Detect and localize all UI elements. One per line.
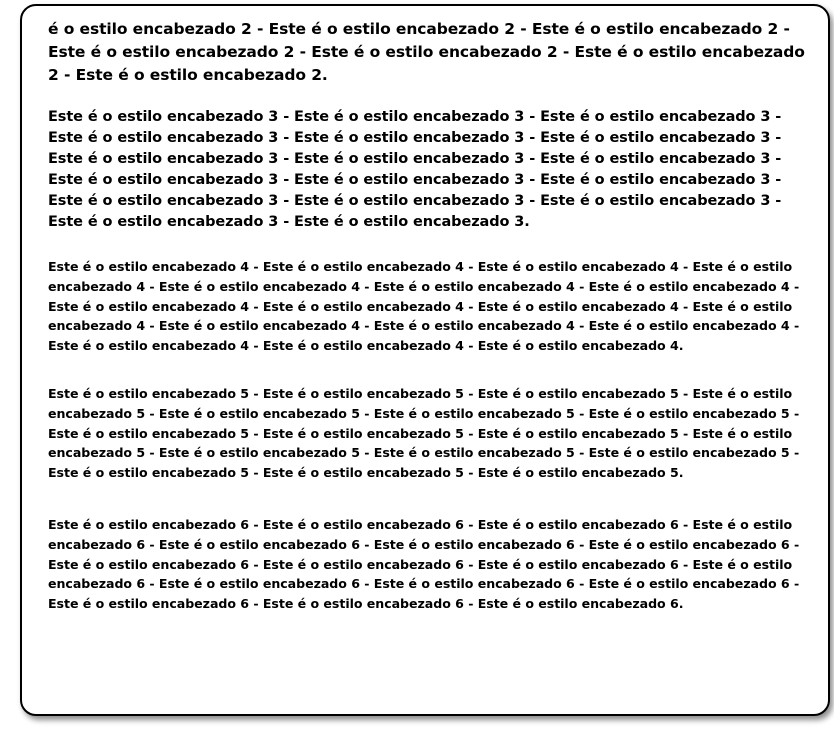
document-body <box>22 6 828 614</box>
heading-4-paragraph: Este é o estilo encabezado 4 - Este é o estilo encabezado 4 - Este é o estilo encabezado 4 - Este é o estilo encabezado 4 - Este é o estilo encabezado 4 - Este é o estilo encabezado 4 - Este é o estilo encabezado 4 - Este é o estilo encabezado 4 - Este é o estilo encabezado 4 - Este é o estilo encabezado 4 - Este é o estilo encabezado 4 - Este é o estilo encabezado 4 - Este é o estilo encabezado 4 - Este é o estilo encabezado 4 - Este é o estilo encabezado 4 - Este é o estilo encabezado 4 - Este é o estilo encabezado 4. <box>48 259 800 354</box>
document-page <box>20 4 830 716</box>
heading-3-paragraph: Este é o estilo encabezado 3 - Este é o estilo encabezado 3 - Este é o estilo encabezado 3 - Este é o estilo encabezado 3 - Este é o estilo encabezado 3 - Este é o estilo encabezado 3 - Este é o estilo encabezado 3 - Este é o estilo encabezado 3 - Este é o estilo encabezado 3 - Este é o estilo encabezado 3 - Este é o estilo encabezado 3 - Este é o estilo encabezado 3 - Este é o estilo encabezado 3 - Este é o estilo encabezado 3 - Este é o estilo encabezado 3 - Este é o estilo encabezado 3 - Este é o estilo encabezado 3. <box>48 109 782 230</box>
heading-6-paragraph: Este é o estilo encabezado 6 - Este é o estilo encabezado 6 - Este é o estilo encabezado 6 - Este é o estilo encabezado 6 - Este é o estilo encabezado 6 - Este é o estilo encabezado 6 - Este é o estilo encabezado 6 - Este é o estilo encabezado 6 - Este é o estilo encabezado 6 - Este é o estilo encabezado 6 - Este é o estilo encabezado 6 - Este é o estilo encabezado 6 - Este é o estilo encabezado 6 - Este é o estilo encabezado 6 - Este é o estilo encabezado 6 - Este é o estilo encabezado 6 - Este é o estilo encabezado 6. <box>48 516 800 612</box>
heading-5-paragraph: Este é o estilo encabezado 5 - Este é o estilo encabezado 5 - Este é o estilo encabezado 5 - Este é o estilo encabezado 5 - Este é o estilo encabezado 5 - Este é o estilo encabezado 5 - Este é o estilo encabezado 5 - Este é o estilo encabezado 5 - Este é o estilo encabezado 5 - Este é o estilo encabezado 5 - Este é o estilo encabezado 5 - Este é o estilo encabezado 5 - Este é o estilo encabezado 5 - Este é o estilo encabezado 5 - Este é o estilo encabezado 5 - Este é o estilo encabezado 5 - Este é o estilo encabezado 5. <box>48 385 800 481</box>
heading-2-paragraph: é o estilo encabezado 2 - Este é o estilo encabezado 2 - Este é o estilo encabezado 2 - Este é o estilo encabezado 2 - Este é o estilo encabezado 2 - Este é o estilo encabezado 2 - Este é o estilo encabezado 2. <box>48 20 805 84</box>
